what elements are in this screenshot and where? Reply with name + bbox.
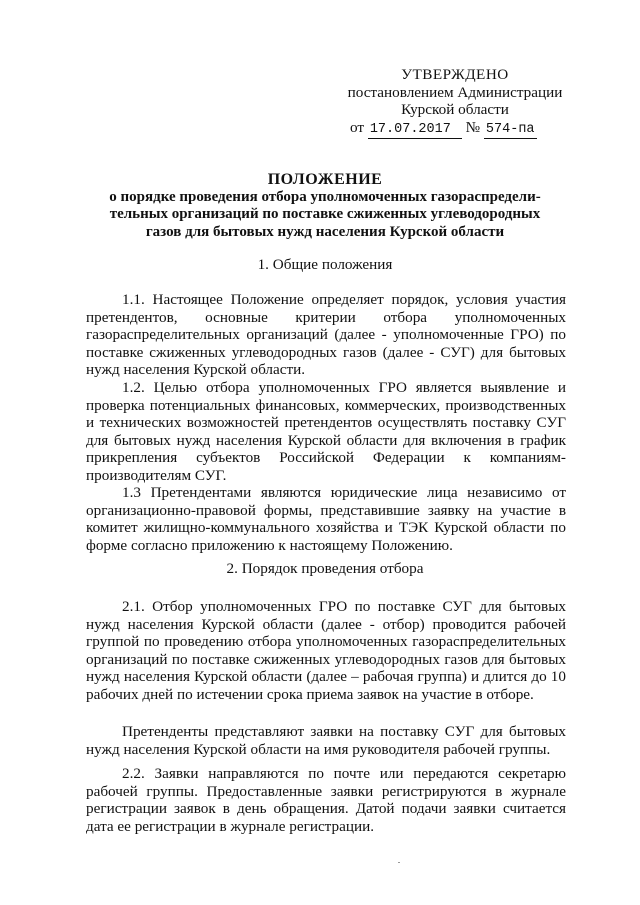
approval-date-line [340, 119, 570, 140]
section-1-heading: 1. Общие положения [257, 256, 393, 273]
paragraph-1-2-text: 1.2. Целью отбора уполномоченных ГРО является выявление и проверка потенциальных финансовых, коммерческих, производственных и технических возможностей претендентов осуществлять поставку СУГ для бытовых нужд населения Курской области для включения в график прикрепления субъектов Российской Федерации к компаниям-производителям СУГ. [86, 379, 566, 484]
paragraph-2-1 [86, 598, 566, 704]
paragraph-1-1 [86, 291, 566, 379]
paragraph-1-3-text: 1.3 Претендентами являются юридические лица независимо от организационно-правовой формы, представившие заявку на участие в комитет жилищно-коммунального хозяйства и ТЭК Курской области по форме согласно приложению к настоящему Положению. [86, 484, 566, 554]
paragraph-2-2-text: 2.2. Заявки направляются по почте или передаются секретарю рабочей группы. Предоставленные заявки регистрируются в журнале регистрации заявок в день обращения. Датой подачи заявки считается дата ее регистрации в журнале регистрации. [86, 765, 566, 835]
approval-heading: УТВЕРЖДЕНО [401, 66, 509, 83]
approval-line-2: Курской области [401, 101, 509, 119]
title-line-2: о порядке проведения отбора уполномоченных газораспредели- [109, 188, 541, 205]
scan-speck [398, 862, 400, 863]
date-prefix: от [350, 118, 365, 136]
paragraph-2-1-text: 2.1. Отбор уполномоченных ГРО по поставке СУГ для бытовых нужд населения Курской области (далее - отбор) проводится рабочей группой по проведению отбора уполномоченных газораспределительных организаций по поставке сжиженных углеводородных газов для бытовых нужд населения Курской области (далее – рабочая группа) и длится до 10 рабочих дней по истечении срока приема заявок на участие в отборе. [86, 598, 566, 703]
title-line-3: тельных организаций по поставке сжиженных углеводородных [109, 206, 541, 223]
paragraph-1-3 [86, 484, 566, 554]
paragraph-2-1b [86, 723, 566, 758]
paragraph-1-1-text: 1.1. Настоящее Положение определяет порядок, условия участия претендентов, основные критерии отбора уполномоченных газораспределительных организаций (далее - уполномоченные ГРО) по поставке сжиженных углеводородных газов (далее - СУГ) для бытовых нужд населения Курской области. [86, 291, 566, 379]
section-2-heading: 2. Порядок проведения отбора [226, 560, 424, 577]
date-value: 17.07.2017 [368, 121, 462, 140]
number-value: 574-па [484, 121, 537, 140]
document-title [80, 171, 570, 241]
approval-stamp [340, 66, 570, 139]
number-prefix: № [465, 118, 481, 136]
title-line-4: газов для бытовых нужд населения Курской области [145, 223, 505, 240]
paragraph-1-2 [86, 379, 566, 485]
title-line-1: ПОЛОЖЕНИЕ [267, 171, 383, 188]
approval-line-1: постановлением Администрации [347, 83, 563, 101]
paragraph-2-2 [86, 765, 566, 835]
paragraph-2-1b-text: Претенденты представляют заявки на поставку СУГ для бытовых нужд населения Курской области на имя руководителя рабочей группы. [86, 723, 566, 758]
